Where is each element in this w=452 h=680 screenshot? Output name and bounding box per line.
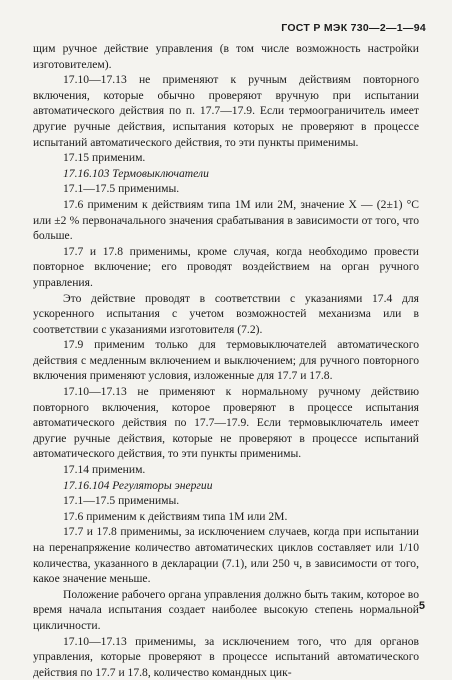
paragraph: 17.1—17.5 применимы. — [63, 182, 180, 196]
section-heading: 17.16.104 Регуляторы энергии — [63, 478, 213, 492]
paragraph: 17.7 и 17.8 применимы, за исключением случаев, когда при испытании на перенапряжение количество автоматических циклов составляет или 1/10 количества, указанного в декларации (7.1), или 250 ч, в зависимости от того, какое значение меньше. — [33, 525, 419, 586]
paragraph: 17.9 применим только для термовыключателей автоматического действия с медленным включением и выключением; для ручного повторного включения применяют условия, изложенные для 17.7 и 17.8. — [33, 338, 419, 383]
paragraph: щим ручное действие управления (в том числе возможность настройки изготовителем). — [33, 42, 419, 71]
paragraph: 17.1—17.5 применимы. — [63, 494, 180, 508]
paragraph: 17.10—17.13 не применяют к нормальному ручному действию повторного включения, которое проверяют в процессе испытания автоматического действия по 17.7—17.9. Если термовыключатель имеет другие ручные действия, которые не проверяют в процессе испытаний автоматического действия, то эти пункты применимы. — [33, 385, 419, 461]
page-number: 5 — [418, 600, 425, 612]
page-header: ГОСТ Р МЭК 730—2—1—94 — [281, 22, 426, 34]
paragraph: 17.6 применим к действиям типа 1М или 2М, значение X — (2±1) °С или ±2 % первоначального значения срабатывания в зависимости от того, что больше. — [33, 197, 419, 243]
paragraph: 17.6 применим к действиям типа 1М или 2М. — [63, 509, 288, 523]
paragraph: Положение рабочего органа управления должно быть таким, которое во время начала испытания создает наиболее высокую степень нормальной цикличности. — [33, 587, 419, 632]
paragraph: 17.7 и 17.8 применимы, кроме случая, когда необходимо провести повторное включение; его проводят воздействием на орган ручного управления. — [33, 244, 419, 289]
paragraph: 17.10—17.13 применимы, за исключением того, что для органов управления, которые проверяют в процессе испытаний автоматического действия по 17.7 и 17.8, количество командных цик- — [33, 634, 419, 679]
paragraph: 17.14 применим. — [63, 463, 146, 477]
paragraph: 17.15 применим. — [63, 151, 146, 165]
paragraph: 17.10—17.13 не применяют к ручным действиям повторного включения, которые обычно проверяют вручную при испытании автоматического действия по п. 17.7—17.9. Если термоограничитель имеет другие ручные действия, испытания которых не проверяют в процессе испытаний автоматического действия, то эти пункты применимы. — [33, 73, 419, 149]
paragraph: Это действие проводят в соответствии с указаниями 17.4 для ускоренного испытания с учетом возможностей механизма или в соответствии с указаниями изготовителя (7.2). — [33, 291, 419, 336]
body-text — [33, 41, 419, 680]
section-heading: 17.16.103 Термовыключатели — [63, 166, 209, 180]
